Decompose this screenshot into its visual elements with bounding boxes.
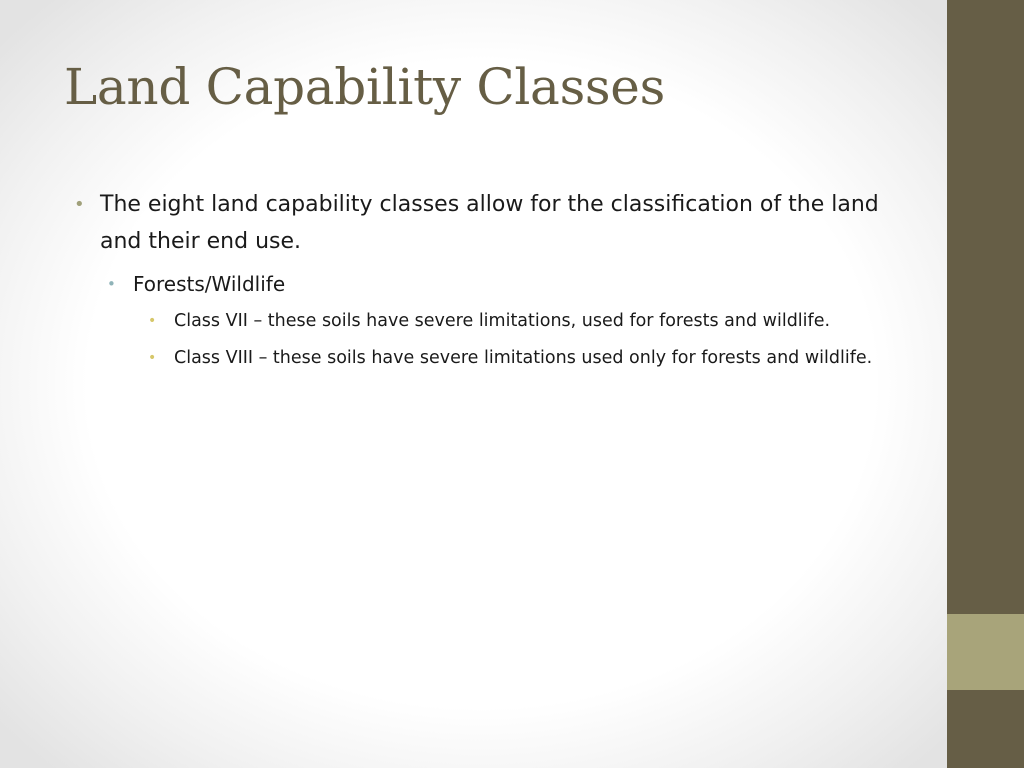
bullet-level1 [72, 186, 892, 260]
slide-body [72, 186, 892, 374]
bullet-level3-class-viii [146, 343, 892, 374]
bullet-text: Forests/Wildlife [133, 272, 286, 296]
bullet-text: Class VIII – these soils have severe limitations used only for forests and wildlife. [174, 348, 873, 368]
slide-title: Land Capability Classes [64, 58, 665, 116]
bullet-dot-icon: • [148, 313, 157, 329]
bullet-dot-icon: • [74, 194, 85, 215]
bullet-text: Class VII – these soils have severe limitations, used for forests and wildlife. [174, 311, 831, 331]
bullet-dot-icon: • [148, 350, 157, 366]
decorative-side-accent [947, 614, 1024, 690]
bullet-level2 [105, 268, 892, 300]
bullet-dot-icon: • [107, 275, 116, 293]
bullet-level3-class-vii [146, 306, 892, 337]
bullet-text: The eight land capability classes allow for the classification of the land and their end use. [100, 192, 879, 254]
